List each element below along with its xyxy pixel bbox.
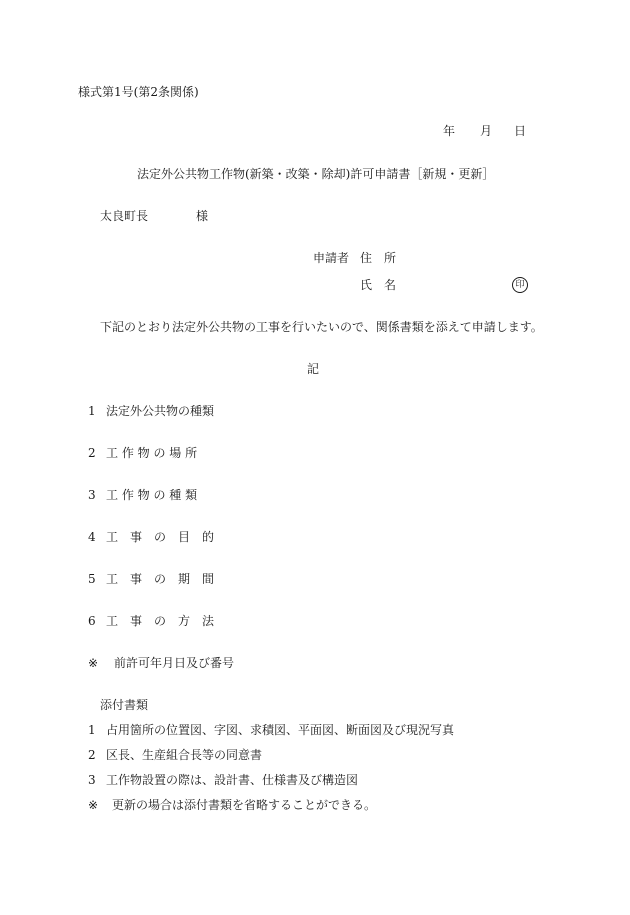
item-label: 法定外公共物の種類	[106, 404, 215, 418]
attachment-number: 2	[88, 748, 96, 762]
attachments-heading: 添付書類	[100, 698, 149, 712]
attachment-text: 占用箇所の位置図、字図、求積図、平面図、断面図及び現況写真	[106, 723, 455, 737]
note-mark: ※	[88, 656, 99, 670]
item-label: 工 事 の 目 的	[106, 530, 215, 544]
applicant-address-label: 住 所	[360, 251, 397, 265]
item-number: 5	[88, 572, 96, 586]
intro-text: 下記のとおり法定外公共物の工事を行いたいので、関係書類を添えて申請します。	[100, 320, 543, 334]
item-number: 6	[88, 614, 96, 628]
item-number: 2	[88, 446, 96, 460]
seal-mark: 印	[512, 277, 528, 293]
item-number: 1	[88, 404, 96, 418]
date-year-label: 年	[443, 124, 456, 138]
item-label: 工 事 の 期 間	[106, 572, 215, 586]
attachment-number: 3	[88, 773, 96, 787]
item-label: 工 作 物 の 種 類	[106, 488, 198, 502]
attachment-number: 1	[88, 723, 96, 737]
addressee-name: 太良町長	[100, 209, 149, 223]
attachment-text: 区長、生産組合長等の同意書	[106, 748, 263, 762]
document-title: 法定外公共物工作物(新築・改築・除却)許可申請書［新規・更新］	[137, 167, 495, 181]
note-mark: ※	[88, 798, 99, 812]
applicant-name-label: 氏 名	[360, 278, 397, 292]
item-label: 工 作 物 の 場 所	[106, 446, 198, 460]
item-number: 4	[88, 530, 96, 544]
attachment-text: 工作物設置の際は、設計書、仕様書及び構造図	[106, 773, 359, 787]
item-label: 工 事 の 方 法	[106, 614, 215, 628]
record-heading: 記	[307, 362, 320, 376]
item-number: 3	[88, 488, 96, 502]
applicant-label: 申請者	[313, 251, 350, 265]
date-day-label: 日	[514, 124, 527, 138]
form-number: 様式第1号(第2条関係)	[78, 85, 199, 99]
note-attachments-omit: 更新の場合は添付書類を省略することができる。	[112, 798, 377, 812]
date-month-label: 月	[480, 124, 493, 138]
addressee-honorific: 様	[196, 209, 209, 223]
note-prior-permit: 前許可年月日及び番号	[114, 656, 235, 670]
